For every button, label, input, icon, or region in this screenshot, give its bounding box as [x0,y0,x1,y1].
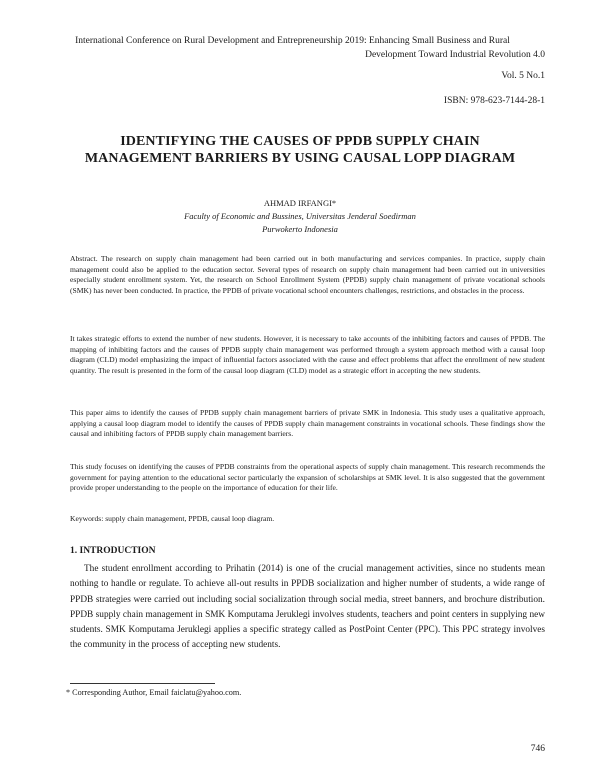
paper-title [60,133,540,167]
conference-line-1: International Conference on Rural Development and Entrepreneurship 2019: Enhancing Small Business and Rural [75,36,510,46]
abstract-paragraph-2: It takes strategic efforts to extend the number of new students. However, it is necessary to take accounts of the inhibiting factors and causes of PPDB. The mapping of inhibiting factors and the causes of PPDB supply chain management was performed through a system approach method with a causal loop diagram (CLD) model emphasizing the impact of influential factors associated with the cause and effect problems that affect the enrollment of new student quantity. The result is presented in the form of the causal loop diagram (CLD) model as a strategic effort in accepting the new students. [70,334,545,375]
author-location: Purwokerto Indonesia [262,224,338,234]
footnote-divider [70,683,215,684]
author-affiliation: Faculty of Economic and Bussines, Universitas Jenderal Soedirman [184,211,416,221]
title-line-1: IDENTIFYING THE CAUSES OF PPDB SUPPLY CHAIN [120,134,480,149]
conference-line-2: Development Toward Industrial Revolution 4.0 [365,50,545,60]
author-block [60,197,540,236]
abstract-paragraph-3: This paper aims to identify the causes of PPDB supply chain management barriers of private SMK in Indonesia. This study uses a qualitative approach, applying a causal loop diagram model to identify the causes of PPDB supply chain management constraints in vocational schools. These findings show the causal and inhibiting factors of PPDB supply chain management barriers. [70,408,545,439]
volume-number: Vol. 5 No.1 [501,71,545,81]
author-name: AHMAD IRFANGI* [263,198,337,208]
running-header [40,34,545,62]
footnote: * Corresponding Author, Email faiclatu@yahoo.com. [66,688,242,697]
abstract-paragraph-1: Abstract. The research on supply chain management had been carried out in both manufacturing and services companies. In practice, supply chain management could also be applied to the education sector. Several types of research on supply chain management had been carried out in universities especially student enrollment system. Yet, the research on School Enrollment System (PPDB) supply chain management of private vocational schools (SMK) has never been conducted. In practice, the PPDB of private vocational school encounters challenges, restrictions, and obstacles in the process. [70,254,545,295]
section-heading-introduction: 1. INTRODUCTION [70,546,156,556]
keywords: Keywords: supply chain management, PPDB, causal loop diagram. [70,514,275,523]
introduction-text: The student enrollment according to Prihatin (2014) is one of the crucial management activities, since no students mean nothing to handle or regulate. To achieve all-out results in PPDB socialization and higher number of students, a wide range of PPDB strategies were carried out including social socialization through social media, street banners, and brochure distribution. PPDB supply chain management in SMK Komputama Jeruklegi involves students, teachers and point centers in supplying new students. SMK Komputama Jeruklegi applies a specific strategy called as PostPoint Center (PPC). This PPC strategy involves the community in the process of accepting new students. [70,564,545,651]
title-line-2: MANAGEMENT BARRIERS BY USING CAUSAL LOPP DIAGRAM [84,151,516,166]
isbn: ISBN: 978-623-7144-28-1 [443,96,545,106]
introduction-paragraph [70,562,545,654]
abstract-paragraph-4: This study focuses on identifying the causes of PPDB constraints from the operational aspects of supply chain management. This research recommends the government for paying attention to the educational sector particularly the expansion of scholarships at SMK level. It is also suggested that the government provide proper understanding to the people on the importance of education for their life. [70,462,545,493]
page-number: 746 [530,744,545,754]
